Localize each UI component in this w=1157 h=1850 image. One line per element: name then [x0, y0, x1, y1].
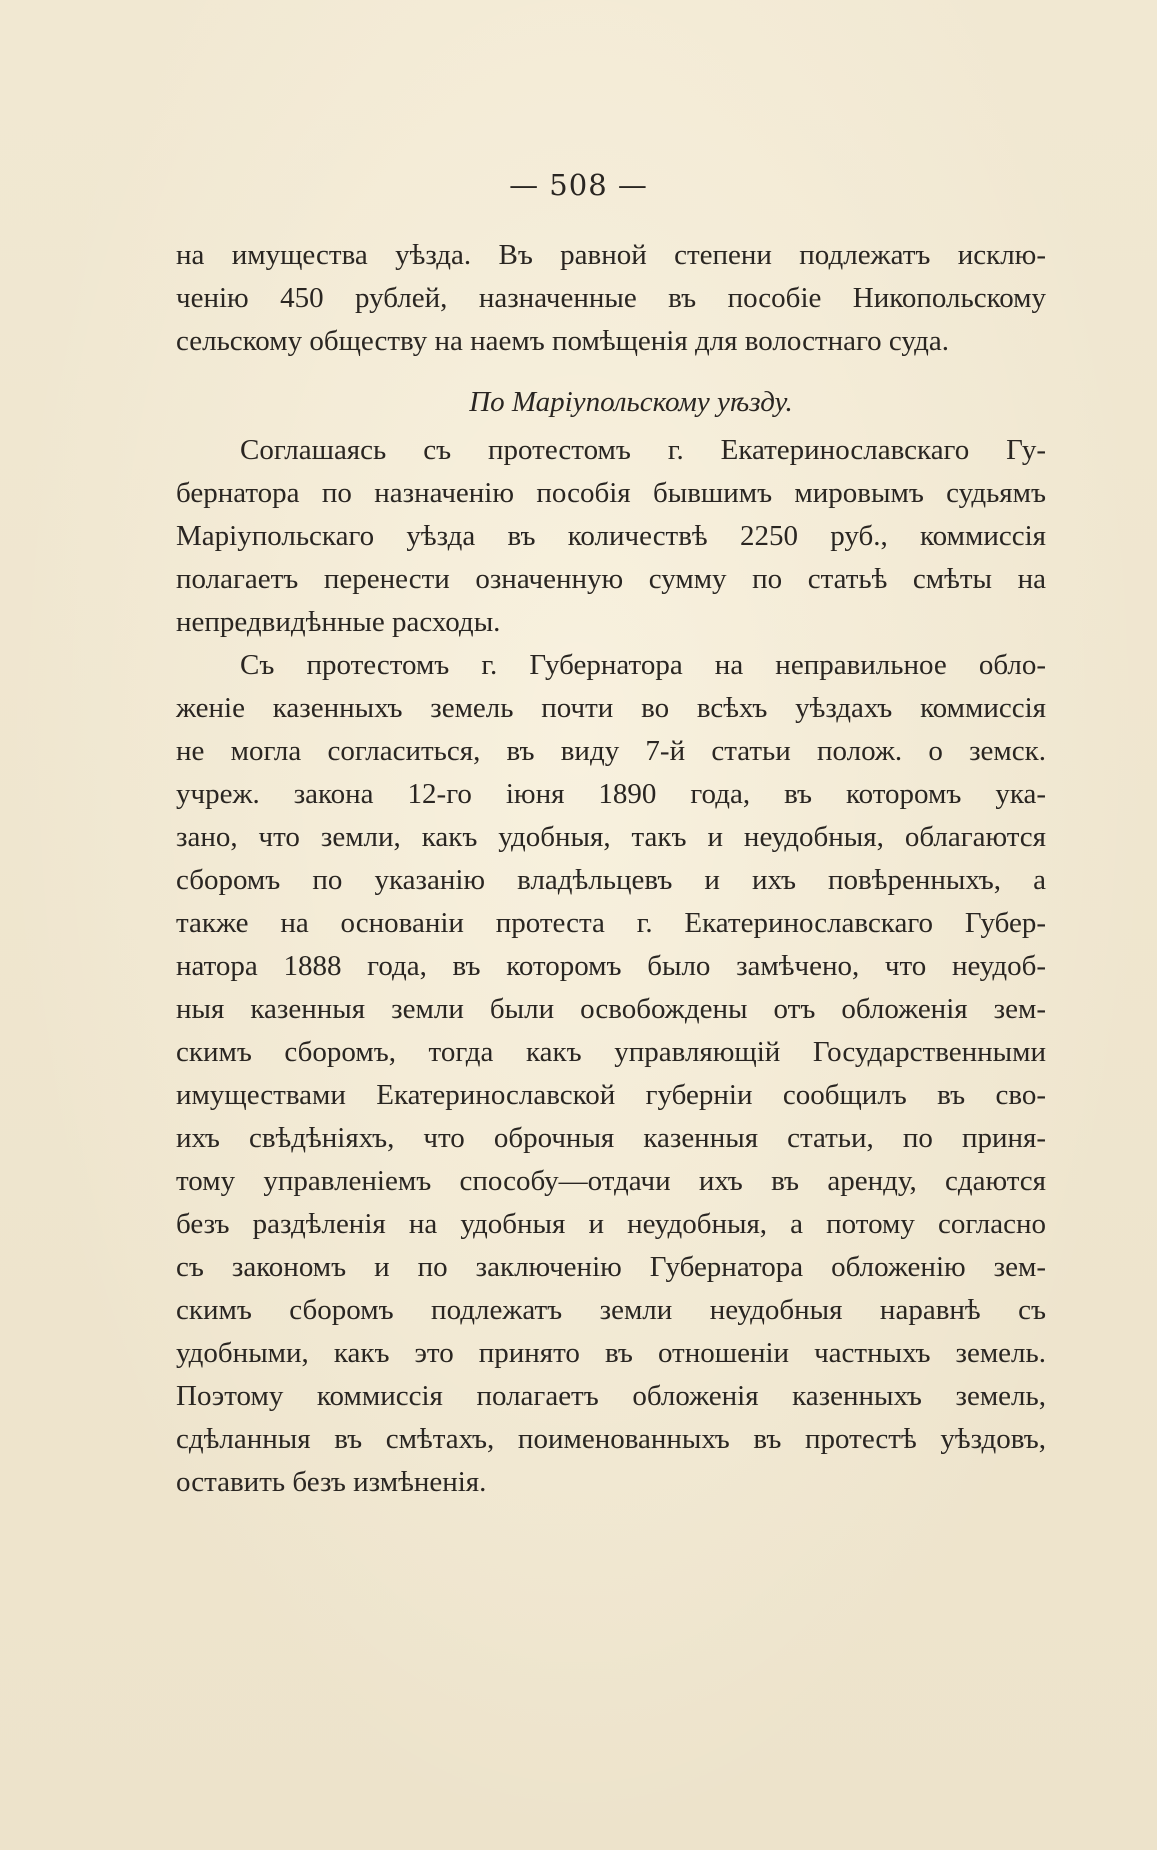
text-line: безъ раздѣленія на удобныя и неудобныя, а потому согласно	[176, 1208, 1046, 1240]
text-line: также на основаніи протеста г. Екатеринославскаго Губер-	[176, 907, 1046, 939]
text-line: учреж. закона 12-го іюня 1890 года, въ которомъ ука-	[176, 778, 1046, 810]
text-line: скимъ сборомъ, тогда какъ управляющій Государственными	[176, 1036, 1046, 1068]
text-line: съ закономъ и по заключенію Губернатора обложенію зем-	[176, 1251, 1046, 1283]
text-line: сборомъ по указанію владѣльцевъ и ихъ повѣренныхъ, а	[176, 864, 1046, 896]
text-line: сельскому обществу на наемъ помѣщенія для волостнаго суда.	[176, 325, 949, 357]
text-line: сдѣланныя въ смѣтахъ, поименованныхъ въ протестѣ уѣздовъ,	[176, 1423, 1046, 1455]
text-line: на имущества уѣзда. Въ равной степени подлежатъ исклю-	[176, 239, 1046, 271]
text-line: Маріупольскаго уѣзда въ количествѣ 2250 руб., коммиссія	[176, 520, 1046, 552]
page-number: — 508 —	[509, 168, 648, 202]
text-line: ныя казенныя земли были освобождены отъ обложенія зем-	[176, 993, 1046, 1025]
text-line: женіе казенныхъ земель почти во всѣхъ уѣздахъ коммиссія	[176, 692, 1046, 724]
text-line: ихъ свѣдѣніяхъ, что оброчныя казенныя статьи, по приня-	[176, 1122, 1046, 1154]
heading-line: По Маріупольскому уѣзду.	[469, 386, 793, 418]
paragraph	[176, 234, 1046, 363]
text-line: зано, что земли, какъ удобныя, такъ и неудобныя, облагаются	[176, 821, 1046, 853]
text-line: тому управленіемъ способу—отдачи ихъ въ аренду, сдаются	[176, 1165, 1046, 1197]
body-text	[176, 234, 1046, 1504]
text-line: скимъ сборомъ подлежатъ земли неудобныя наравнѣ съ	[176, 1294, 1046, 1326]
section-heading	[176, 363, 1046, 429]
text-line: ченію 450 рублей, назначенные въ пособіе Никопольскому	[176, 282, 1046, 314]
text-line: имуществами Екатеринославской губерніи сообщилъ въ сво-	[176, 1079, 1046, 1111]
paragraph	[176, 429, 1046, 644]
text-line: натора 1888 года, въ которомъ было замѣчено, что неудоб-	[176, 950, 1046, 982]
text-line: Съ протестомъ г. Губернатора на неправильное обло-	[240, 649, 1046, 681]
text-line: удобными, какъ это принято въ отношеніи частныхъ земель.	[176, 1337, 1046, 1369]
paragraph	[176, 644, 1046, 1504]
text-line: непредвидѣнные расходы.	[176, 606, 501, 638]
text-line: Соглашаясь съ протестомъ г. Екатеринославскаго Гу-	[240, 434, 1046, 466]
text-line: полагаетъ перенести означенную сумму по статьѣ смѣты на	[176, 563, 1046, 595]
text-line: бернатора по назначенію пособія бывшимъ мировымъ судьямъ	[176, 477, 1046, 509]
text-line: оставить безъ измѣненія.	[176, 1466, 487, 1498]
text-line: не могла согласиться, въ виду 7-й статьи полож. о земск.	[176, 735, 1046, 767]
text-line: Поэтому коммиссія полагаетъ обложенія казенныхъ земель,	[176, 1380, 1046, 1412]
